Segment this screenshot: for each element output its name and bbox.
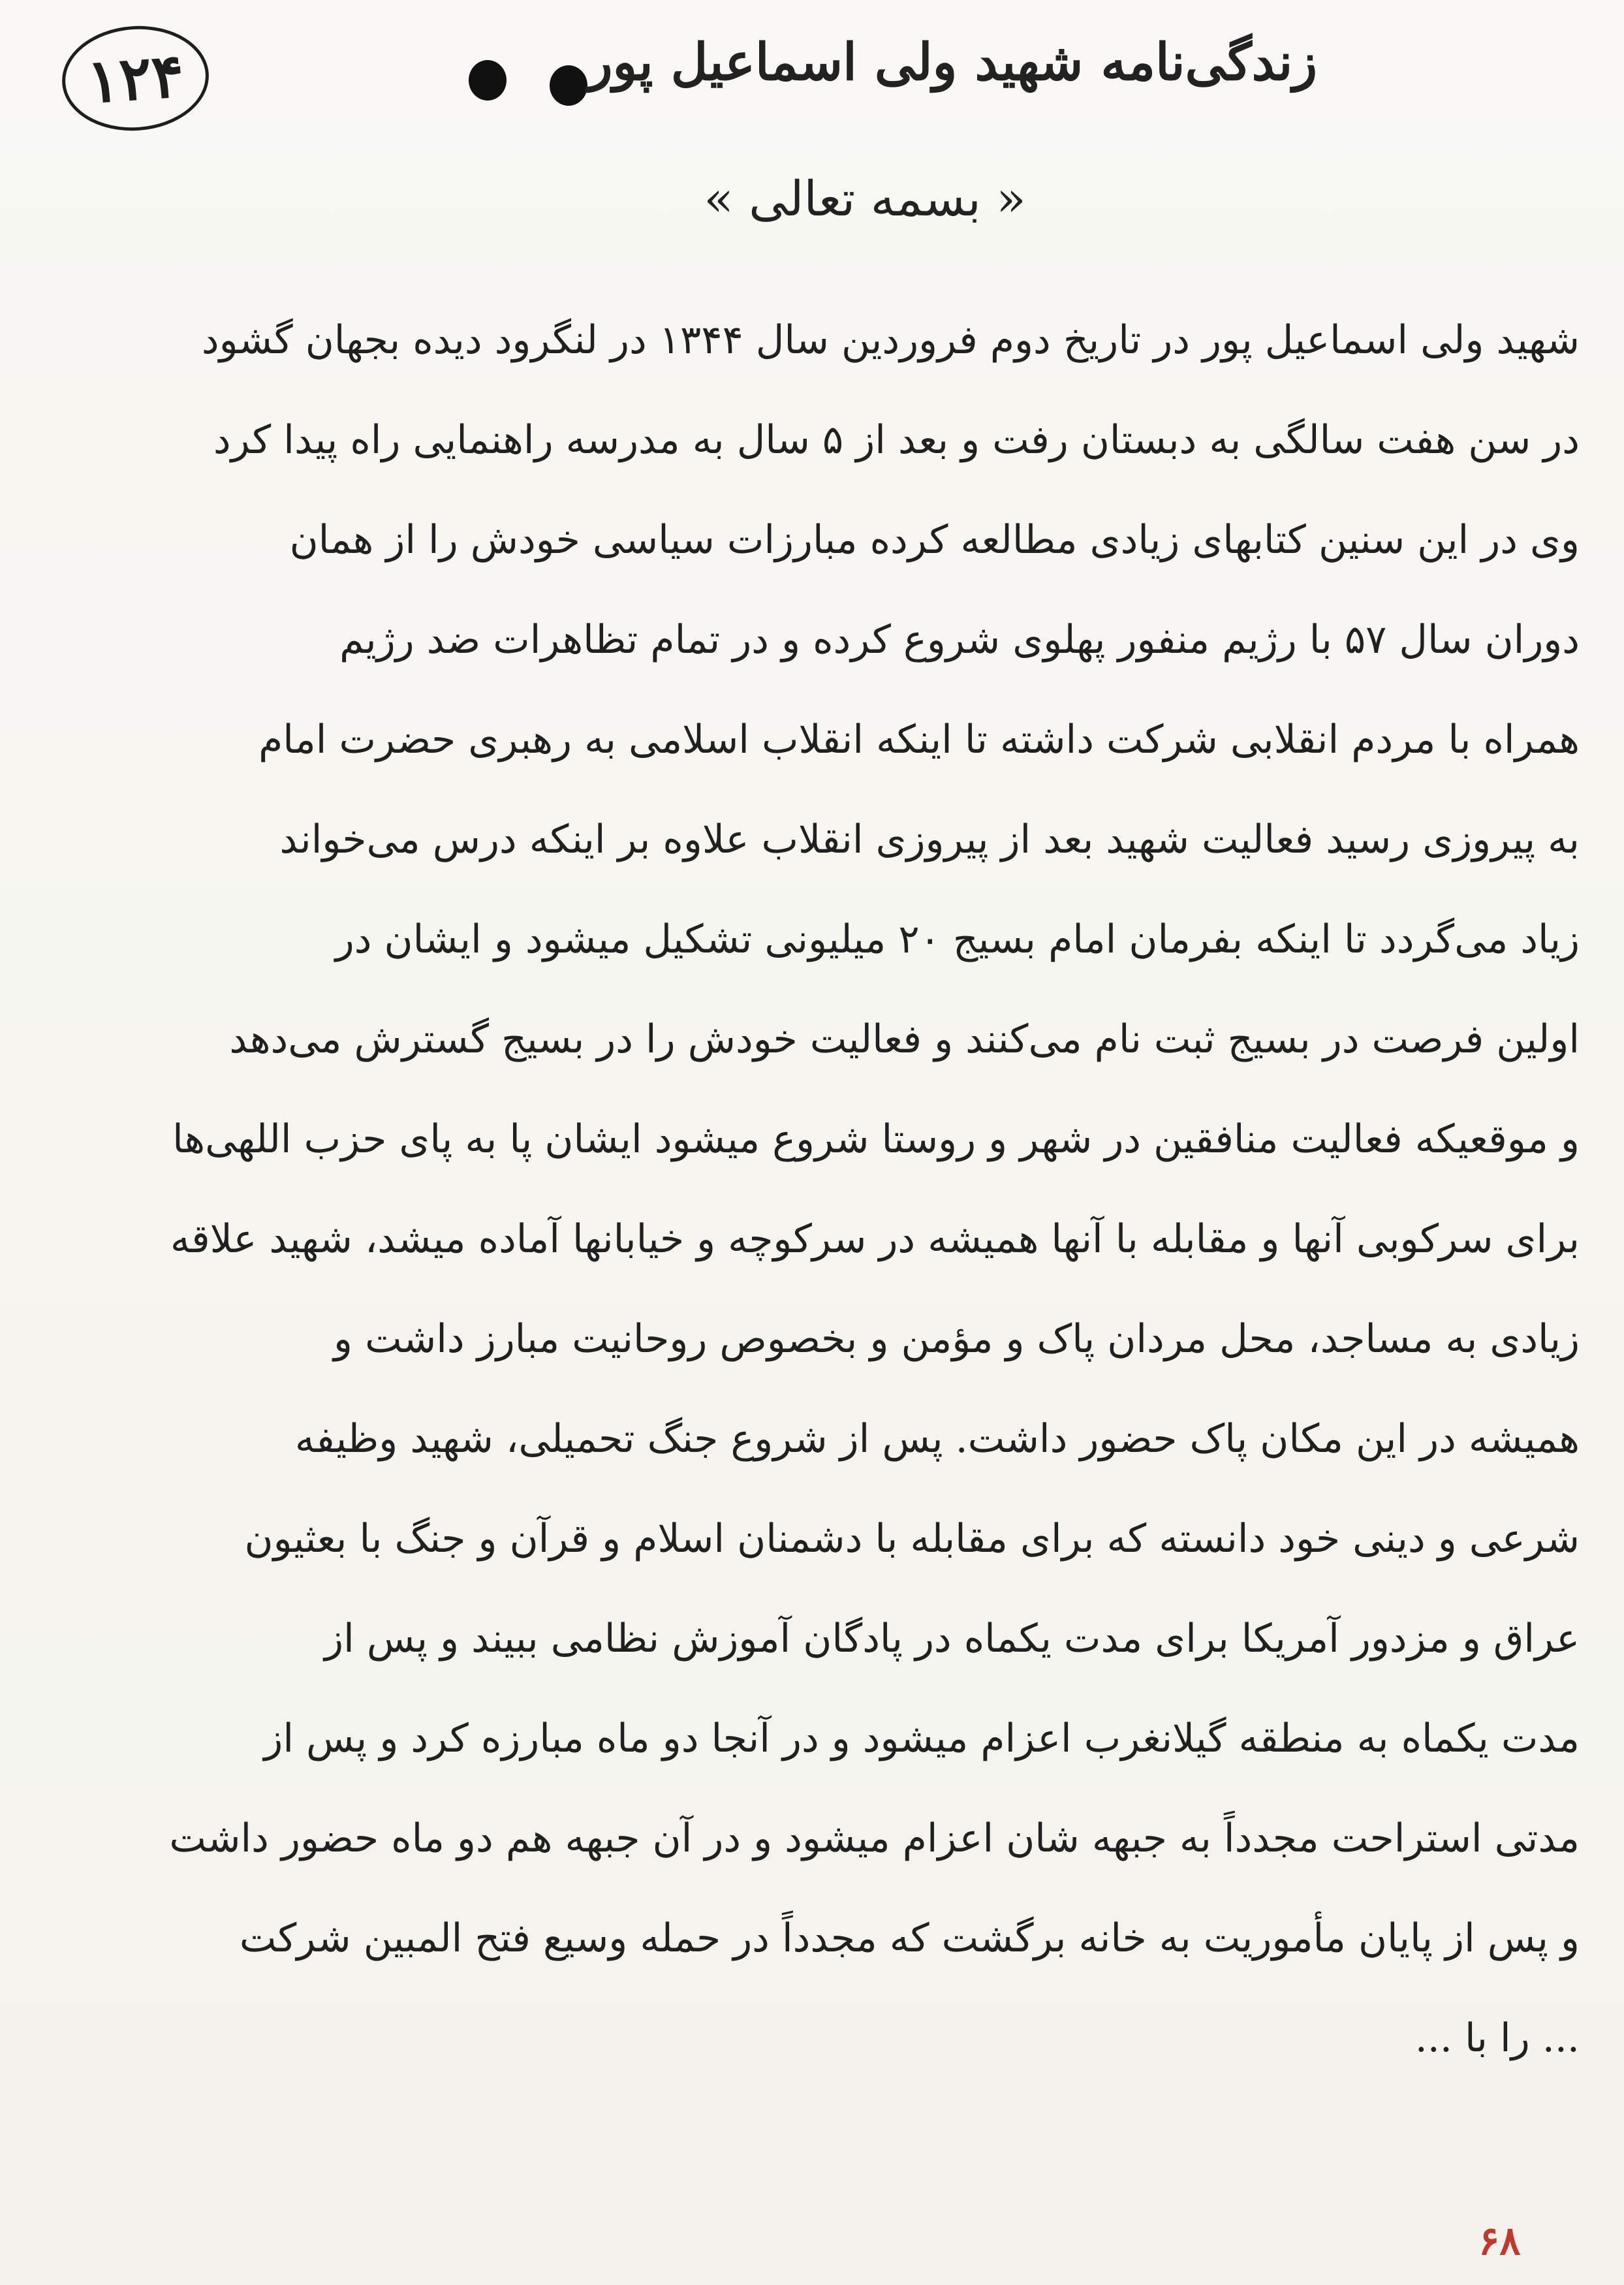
body-line: عراق و مزدور آمریکا برای مدت یکماه در پادگان آموزش نظامی ببیند و پس از	[324, 1616, 1580, 1662]
body-line: همیشه در این مکان پاک حضور داشت. پس از شروع جنگ تحمیلی، شهید وظیفه	[294, 1416, 1580, 1462]
footer-page-number: ۶۸	[1478, 2218, 1521, 2264]
body-line: ... را با ...	[1414, 2015, 1580, 2061]
body-line: به پیروزی رسید فعالیت شهید بعد از پیروزی انقلاب علاوه بر اینکه درس می‌خواند	[279, 817, 1580, 862]
body-line: مدتی استراحت مجدداً به جبهه شان اعزام میشود و در آن جبهه هم دو ماه حضور داشت	[169, 1816, 1580, 1861]
body-line: مدت یکماه به منطقه گیلانغرب اعزام میشود و در آنجا دو ماه مبارزه کرد و پس از	[264, 1716, 1580, 1761]
body-line: دوران سال ۵۷ با رژیم منفور پهلوی شروع کرده و در تمام تظاهرات ضد رژیم	[339, 617, 1580, 663]
body-line: همراه با مردم انقلابی شرکت داشته تا اینکه انقلاب اسلامی به رهبری حضرت امام	[258, 717, 1580, 763]
handwritten-body	[52, 291, 1580, 2088]
document-title: زندگی‌نامه شهید ولی اسماعیل پور	[587, 33, 1317, 92]
body-line: اولین فرصت در بسیج ثبت نام می‌کنند و فعالیت خودش را در بسیج گسترش می‌دهد	[229, 1016, 1580, 1062]
body-line: شرعی و دینی خود دانسته که برای مقابله با دشمنان اسلام و قرآن و جنگ با بعثیون	[244, 1516, 1580, 1562]
body-line: وی در این سنین کتابهای زیادی مطالعه کرده مبارزات سیاسی خودش را از همان	[289, 517, 1580, 563]
basmala-heading: « بسمه تعالی »	[704, 171, 1026, 227]
body-line: شهید ولی اسماعیل پور در تاریخ دوم فروردین سال ۱۳۴۴ در لنگرود دیده بجهان گشود	[201, 317, 1580, 363]
body-line: در سن هفت سالگی به دبستان رفت و بعد از ۵ سال به مدرسه راهنمایی راه پیدا کرد	[213, 417, 1580, 463]
body-line: و موقعیکه فعالیت منافقین در شهر و روستا شروع میشود ایشان پا به پای حزب اللهی‌ها	[172, 1116, 1580, 1162]
body-line: برای سرکوبی آنها و مقابله با آنها همیشه در سرکوچه و خیابانها آماده میشد، شهید علاقه	[170, 1216, 1580, 1262]
page-number-circle: ۱۲۴	[59, 21, 213, 135]
body-line: و پس از پایان مأموریت به خانه برگشت که مجدداً در حمله وسیع فتح المبین شرکت	[239, 1915, 1580, 1961]
body-line: زیاد می‌گردد تا اینکه بفرمان امام بسیج ۲۰ میلیونی تشکیل میشود و ایشان در	[335, 917, 1580, 962]
body-line: زیادی به مساجد، محل مردان پاک و مؤمن و بخصوص روحانیت مبارز داشت و	[334, 1316, 1580, 1362]
